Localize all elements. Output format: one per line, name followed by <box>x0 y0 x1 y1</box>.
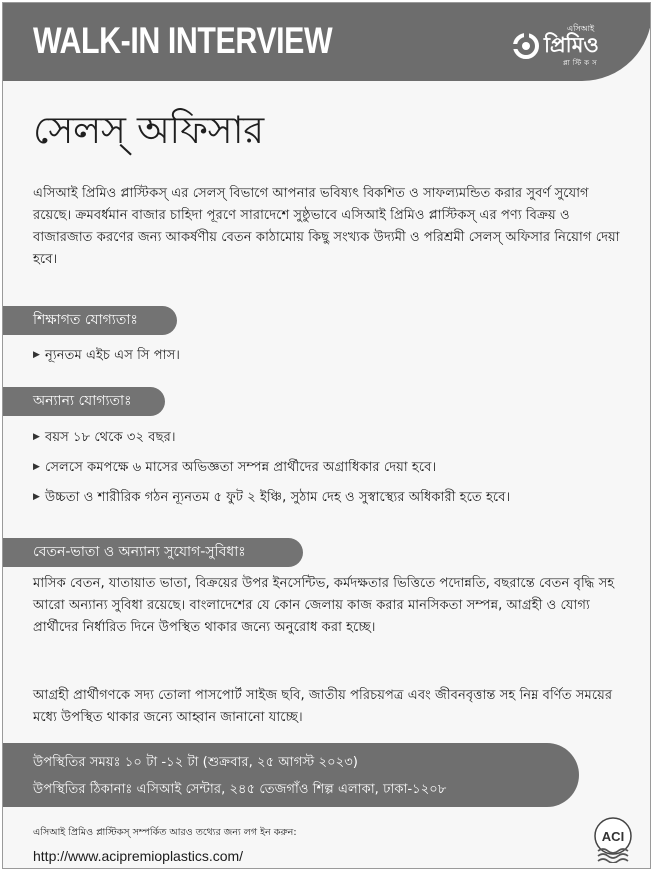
logo-sub-text: প্লাস্টিকস <box>563 59 600 67</box>
aci-logo-icon <box>592 817 634 863</box>
education-heading: শিক্ষাগত যোগ্যতাঃ <box>3 306 177 335</box>
benefits-paragraph: মাসিক বেতন, যাতায়াত ভাতা, বিক্রয়ের উপর ইনসেন্টিভ, কর্মদক্ষতার ভিত্তিতে পদোন্নতি, বছরান্তে বেতন বৃদ্ধি সহ আরো অন্যান্য সুবিধা রয়েছে। বাংলাদেশের যে কোন জেলায় কাজ করার মানসিকতা সম্পন্ন, আগ্রহী ও যোগ্য প্রার্থীদের নির্ধারিত দিনে উপস্থিত থাকার জন্যে অনুরোধ করা হচ্ছে। <box>33 576 615 635</box>
attendance-banner <box>3 743 579 807</box>
premio-logo-icon <box>511 31 541 61</box>
list-item <box>33 487 633 508</box>
intro-paragraph: এসিআই প্রিমিও প্লাস্টিকস্ এর সেলস্ বিভাগে আপনার ভবিষ্যৎ বিকশিত ও সাফল্যমন্ডিত করার সুবর্ণ সুযোগ রয়েছে। ক্রমবর্ধমান বাজার চাহিদা পূরণে সারাদেশে সুষ্ঠুভাবে এসিআই প্রিমিও প্লাস্টিকস্ এর পণ্য বিক্রয় ও বাজারজাত করণের জন্য আকর্ষণীয় বেতন কাঠামোয় কিছু সংখ্যক উদ্যমী ও পরিশ্রমী সেলস্ অফিসার নিয়োগ দেয়া হবে। <box>33 186 620 267</box>
arrow-bullet-icon: ▶ <box>33 492 40 502</box>
list-item <box>33 345 633 366</box>
premio-logo <box>511 23 631 67</box>
list-item-text: বয়স ১৮ থেকে ৩২ বছর। <box>45 430 176 445</box>
arrow-bullet-icon: ▶ <box>33 462 40 472</box>
benefits-heading: বেতন-ভাতা ও অন্যান্য সুযোগ-সুবিধাঃ <box>3 538 303 567</box>
other-qualifications-heading: অন্যান্য যোগ্যতাঃ <box>3 387 165 416</box>
job-advertisement <box>2 2 651 869</box>
header-title: WALK-IN INTERVIEW <box>33 20 333 61</box>
other-qualifications-list <box>33 427 633 517</box>
arrow-bullet-icon: ▶ <box>33 432 40 442</box>
list-item <box>33 457 633 478</box>
website-note: এসিআই প্রিমিও প্লাস্টিকস্ সম্পর্কিত আরও তথ্যের জন্য লগ ইন করুন: <box>33 827 297 838</box>
education-list <box>33 345 633 375</box>
header-banner <box>3 3 651 81</box>
logo-top-text: এসিআই <box>567 24 595 33</box>
list-item-text: ন্যূনতম এইচ এস সি পাস। <box>45 348 180 363</box>
attendance-time: উপস্থিতির সময়ঃ ১০ টা -১২ টা (শুক্রবার, ২৫ আগস্ট ২০২৩) <box>33 755 358 770</box>
aci-logo-text: ACI <box>601 829 625 844</box>
list-item-text: উচ্চতা ও শারীরিক গঠন ন্যূনতম ৫ ফুট ২ ইঞ্চি, সুঠাম দেহ ও সুস্বাস্থ্যের অধিকারী হতে হবে। <box>45 490 511 505</box>
arrow-bullet-icon: ▶ <box>33 350 40 360</box>
logo-wordmark: প্রিমিও <box>544 33 599 57</box>
list-item <box>33 427 633 448</box>
job-title: সেলস্ অফিসার <box>33 108 264 152</box>
list-item-text: সেলসে কমপক্ষে ৬ মাসের অভিজ্ঞতা সম্পন্ন প্রার্থীদের অগ্রাধিকার দেয়া হবে। <box>45 460 437 475</box>
website-link[interactable]: http://www.acipremioplastics.com/ <box>33 848 244 864</box>
apply-paragraph: আগ্রহী প্রার্থীগণকে সদ্য তোলা পাসপোর্ট সাইজ ছবি, জাতীয় পরিচয়পত্র এবং জীবনবৃত্তান্ত সহ নিম্ন বর্ণিত সময়ের মধ্যে উপস্থিত থাকার জন্যে আহ্বান জানানো যাচ্ছে। <box>33 688 613 725</box>
attendance-address: উপস্থিতির ঠিকানাঃ এসিআই সেন্টার, ২৪৫ তেজগাঁও শিল্প এলাকা, ঢাকা-১২০৮ <box>33 782 447 797</box>
